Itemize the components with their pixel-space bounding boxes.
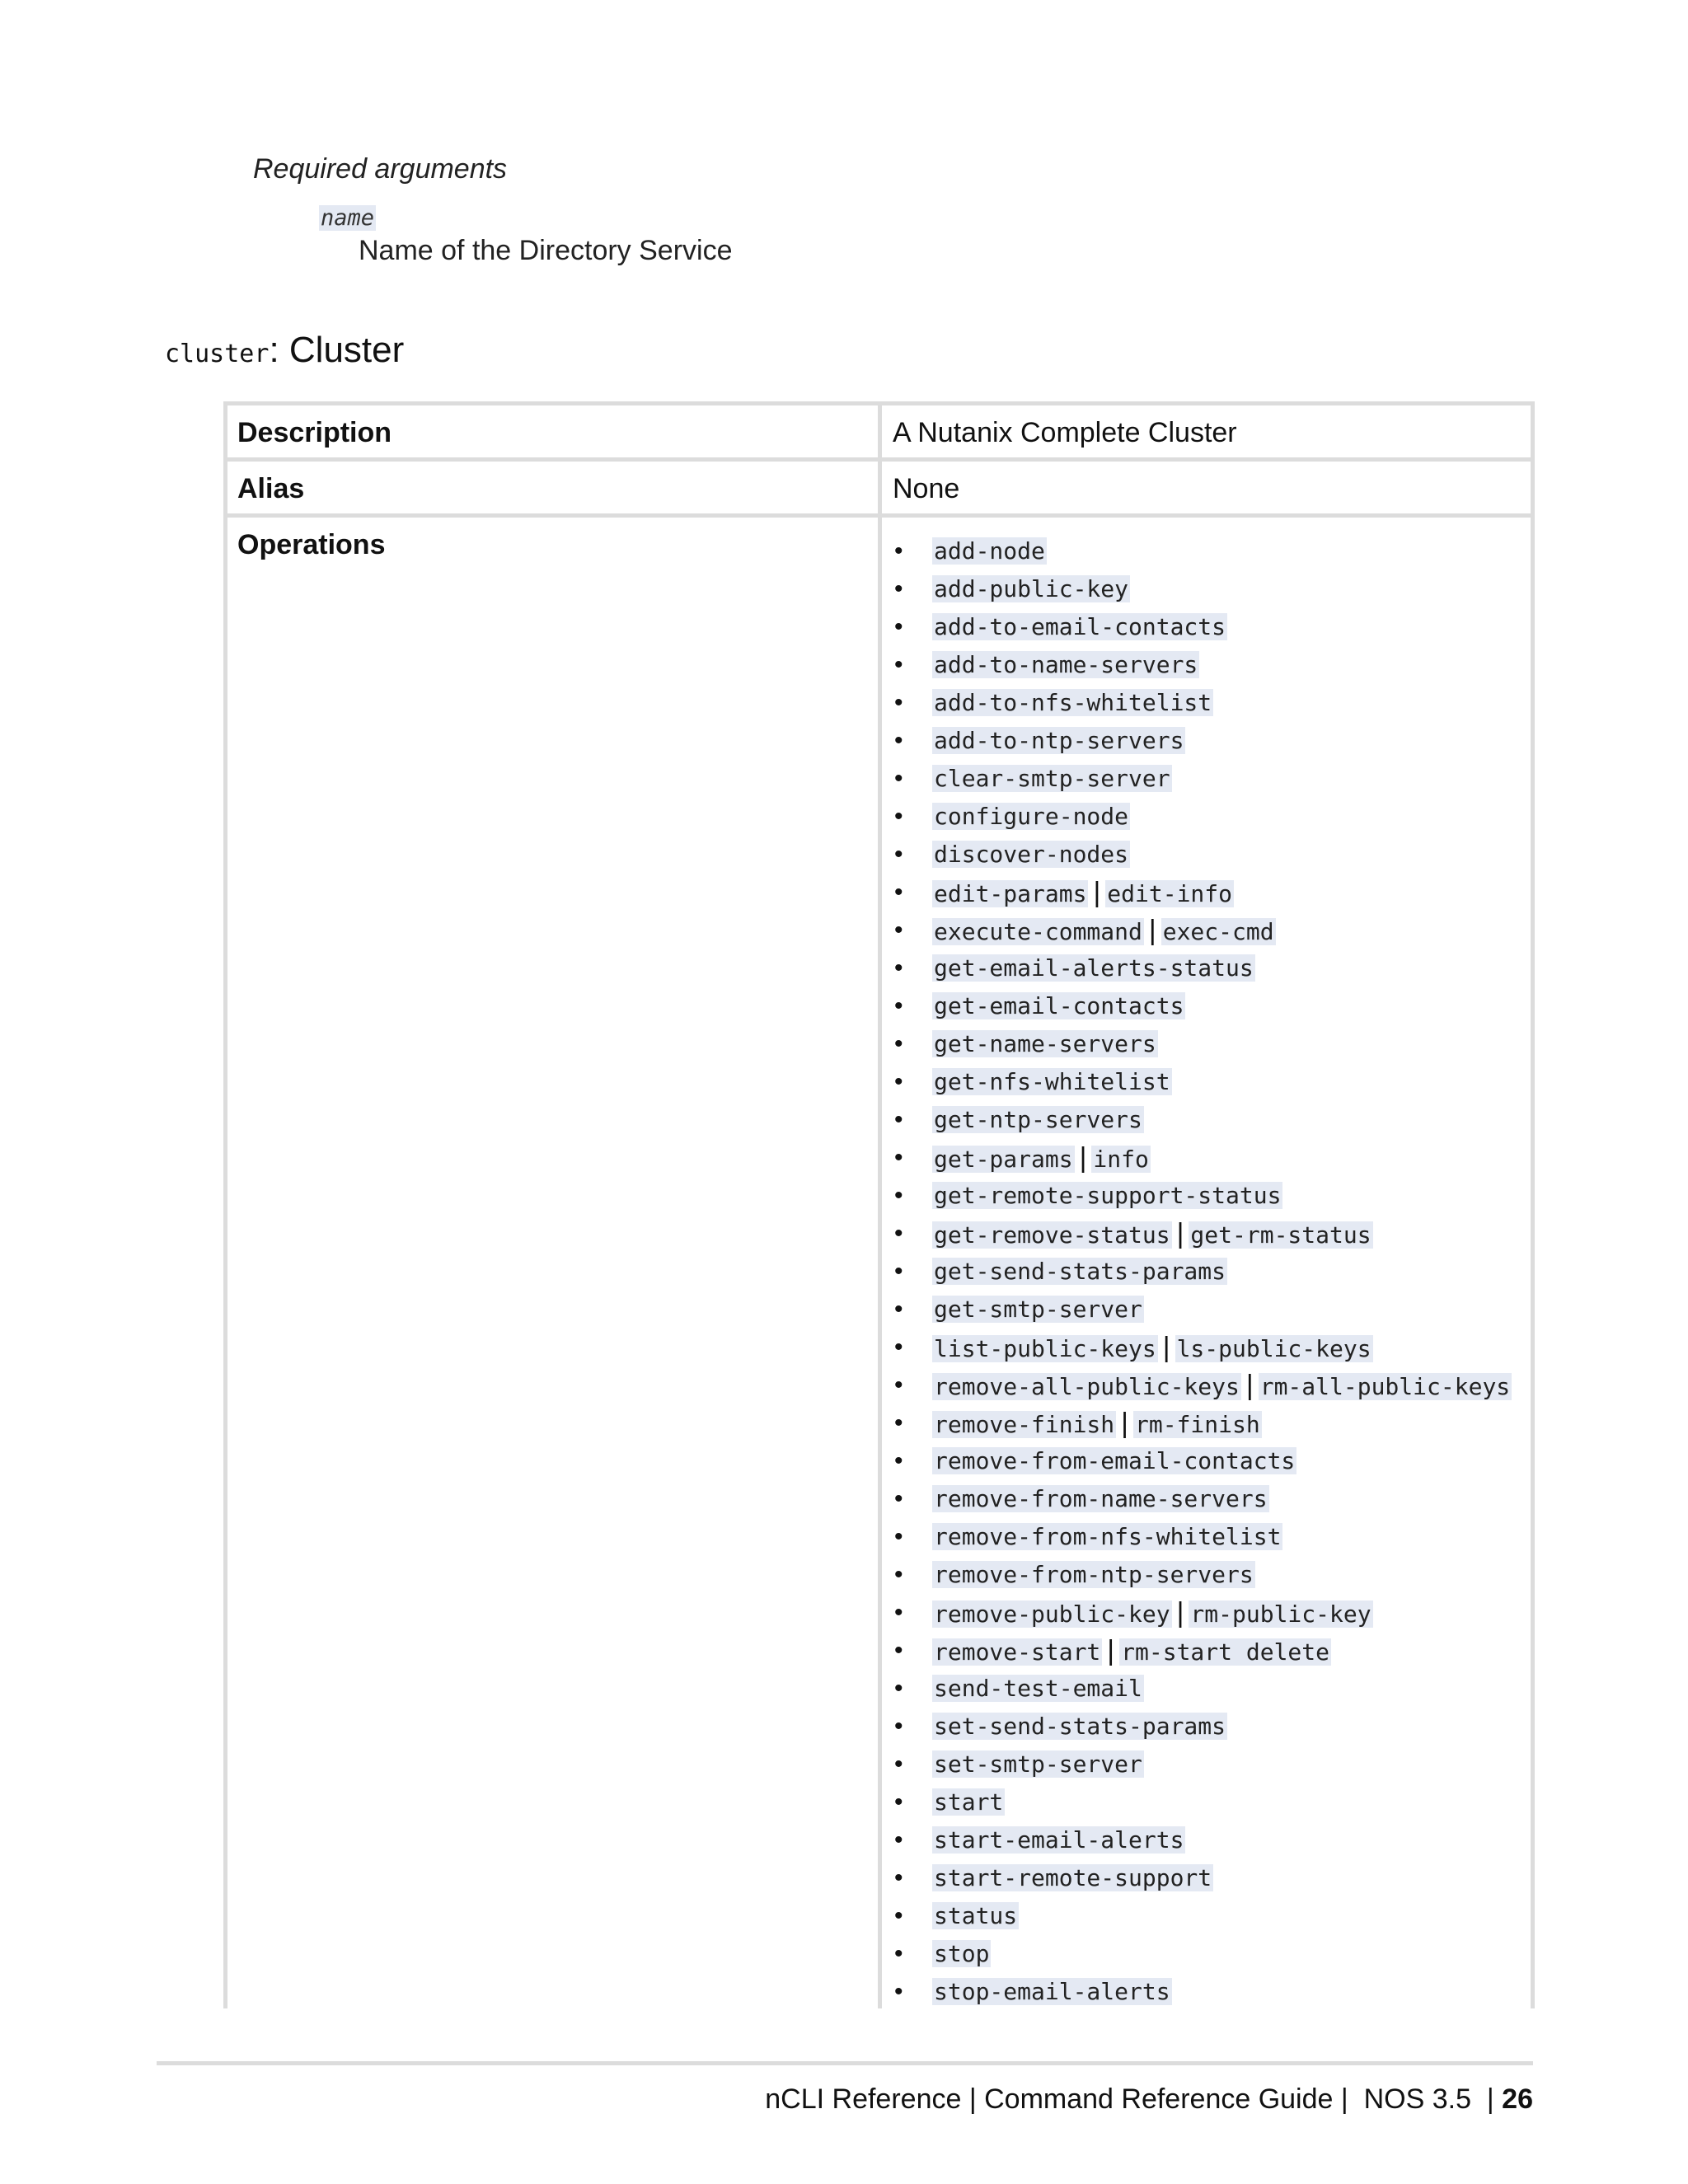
bullet-icon: • [894,575,903,602]
operation-name: get-smtp-server [934,1296,1142,1323]
alias-separator: | [1148,915,1156,946]
table-row-alias [227,462,1531,518]
argument-description: Name of the Directory Service [359,235,733,266]
operation-name: configure-node [934,803,1129,830]
operation-name: get-ntp-servers [934,1106,1142,1133]
bullet-icon: • [894,1675,903,1702]
alias-separator: | [1176,1218,1184,1249]
operation-name: stop-email-alerts [934,1978,1170,2005]
operation-item [893,1366,1512,1404]
bullet-icon: • [894,1333,903,1361]
operation-name: status [934,1902,1018,1929]
operation-name: get-email-contacts [934,992,1184,1019]
operation-name: get-nfs-whitelist [934,1068,1170,1095]
operation-item [893,1859,1512,1897]
operation-name: remove-from-ntp-servers [934,1561,1254,1588]
operation-name: stop [934,1940,990,1967]
operation-item [893,987,1512,1025]
operation-item [893,1973,1512,2011]
bullet-icon: • [894,651,903,678]
bullet-icon: • [894,1220,903,1247]
bullet-icon: • [894,803,903,830]
operation-name: remove-all-public-keys [934,1373,1240,1400]
bullet-icon: • [894,1523,903,1550]
operation-name: start-email-alerts [934,1826,1184,1854]
operation-item [893,874,1512,912]
operation-name: get-remote-support-status [934,1182,1282,1209]
footer-rule [157,2061,1533,2065]
operation-name: get-params [934,1146,1073,1173]
operation-name: remove-start [934,1638,1101,1666]
bullet-icon: • [894,841,903,868]
operation-item [893,1101,1512,1139]
operation-name: remove-from-nfs-whitelist [934,1523,1282,1550]
operation-name: add-to-name-servers [934,651,1198,678]
operation-name: get-send-stats-params [934,1258,1226,1285]
operation-item [893,684,1512,722]
bullet-icon: • [894,727,903,754]
operation-item [893,1480,1512,1518]
operation-item [893,1821,1512,1859]
operation-item [893,1215,1512,1253]
operation-name: remove-from-email-contacts [934,1447,1296,1474]
bullet-icon: • [894,1371,903,1399]
operation-name: rm-start delete [1121,1638,1330,1666]
operation-name: exec-cmd [1162,918,1274,945]
bullet-icon: • [894,1182,903,1209]
page-number: 26 [1502,2083,1533,2115]
operation-item [893,836,1512,874]
operation-item [893,760,1512,798]
table-row-operations [227,518,1531,2008]
operation-item [893,1177,1512,1215]
section-title-text: Cluster [288,330,405,370]
operation-name: remove-public-key [934,1601,1170,1628]
operation-name: list-public-keys [934,1335,1156,1362]
operation-name: add-to-email-contacts [934,613,1226,640]
bullet-icon: • [894,1485,903,1512]
operation-item [893,1253,1512,1291]
operation-item [893,1670,1512,1708]
operation-name: send-test-email [934,1675,1142,1702]
alias-separator: | [1079,1142,1087,1174]
alias-label: Alias [237,473,305,504]
bullet-icon: • [894,1864,903,1891]
operation-item [893,1518,1512,1556]
description-label: Description [237,417,392,448]
operation-item [893,608,1512,646]
bullet-icon: • [894,1447,903,1474]
footer-text: nCLI Reference | Command Reference Guide | NOS 3.5 | [765,2083,1503,2115]
operation-item [893,1329,1512,1366]
operation-item [893,570,1512,608]
operation-name: remove-finish [934,1411,1115,1438]
operation-item [893,949,1512,987]
operation-name: get-name-servers [934,1030,1156,1057]
operation-name: remove-from-name-servers [934,1485,1268,1512]
bullet-icon: • [894,879,903,906]
operation-name: add-to-ntp-servers [934,727,1184,754]
page-footer [765,2083,1533,2116]
alias-separator: | [1245,1370,1254,1401]
table-row-description [227,405,1531,462]
operation-item [893,912,1512,949]
bullet-icon: • [894,1409,903,1436]
operation-item [893,1935,1512,1973]
operation-name: start [934,1788,1004,1816]
operation-name: ls-public-keys [1176,1335,1372,1362]
operation-name: clear-smtp-server [934,765,1170,792]
bullet-icon: • [894,1637,903,1664]
operation-item [893,1025,1512,1063]
alias-separator: | [1093,877,1101,908]
operation-name: add-node [934,537,1045,565]
operation-name: set-send-stats-params [934,1713,1226,1740]
bullet-icon: • [894,537,903,565]
operation-item [893,1783,1512,1821]
bullet-icon: • [894,1144,903,1171]
bullet-icon: • [894,689,903,716]
operation-item [893,1897,1512,1935]
bullet-icon: • [894,1788,903,1816]
operation-item [893,1594,1512,1632]
command-table [223,401,1535,2008]
bullet-icon: • [894,1068,903,1095]
operation-name: add-public-key [934,575,1129,602]
bullet-icon: • [894,1296,903,1323]
operation-item [893,532,1512,570]
description-value: A Nutanix Complete Cluster [893,417,1237,448]
bullet-icon: • [894,1826,903,1854]
bullet-icon: • [894,992,903,1019]
operation-name: get-remove-status [934,1221,1170,1249]
bullet-icon: • [894,1030,903,1057]
operation-item [893,1442,1512,1480]
alias-separator: | [1121,1408,1128,1439]
operation-name: discover-nodes [934,841,1129,868]
required-arguments-heading: Required arguments [253,153,508,185]
bullet-icon: • [894,1106,903,1133]
operation-name: set-smtp-server [934,1750,1142,1778]
section-separator: : [269,330,279,370]
alias-separator: | [1176,1597,1184,1629]
operation-item [893,1556,1512,1594]
operation-name: execute-command [934,918,1142,945]
alias-separator: | [1162,1332,1170,1363]
operation-name: add-to-nfs-whitelist [934,689,1212,716]
operations-label: Operations [237,529,386,560]
operation-name: get-rm-status [1190,1221,1372,1249]
operation-item [893,798,1512,836]
bullet-icon: • [894,613,903,640]
bullet-icon: • [894,1902,903,1929]
operation-item [893,1632,1512,1670]
bullet-icon: • [894,1750,903,1778]
operation-name: rm-finish [1135,1411,1260,1438]
operation-item [893,1708,1512,1746]
operations-list [893,532,1512,2011]
operation-name: get-email-alerts-status [934,954,1254,982]
bullet-icon: • [894,1561,903,1588]
bullet-icon: • [894,765,903,792]
operation-name: edit-params [934,880,1087,907]
operation-name: rm-public-key [1190,1601,1372,1628]
operation-name: edit-info [1107,880,1232,907]
bullet-icon: • [894,1599,903,1626]
bullet-icon: • [894,954,903,982]
bullet-icon: • [894,1940,903,1967]
section-title [165,330,404,371]
operation-name: info [1093,1146,1149,1173]
operation-name: rm-all-public-keys [1259,1373,1511,1400]
operation-name: start-remote-support [934,1864,1212,1891]
operation-item [893,1746,1512,1783]
bullet-icon: • [894,916,903,944]
operation-item [893,1404,1512,1442]
operation-item [893,646,1512,684]
alias-separator: | [1107,1635,1115,1666]
bullet-icon: • [894,1978,903,2005]
operation-item [893,1139,1512,1177]
bullet-icon: • [894,1258,903,1285]
operation-item [893,1063,1512,1101]
operation-item [893,722,1512,760]
bullet-icon: • [894,1713,903,1740]
section-command: cluster [165,340,270,368]
alias-value: None [893,473,960,504]
operation-item [893,1291,1512,1329]
argument-name: name [321,205,375,231]
